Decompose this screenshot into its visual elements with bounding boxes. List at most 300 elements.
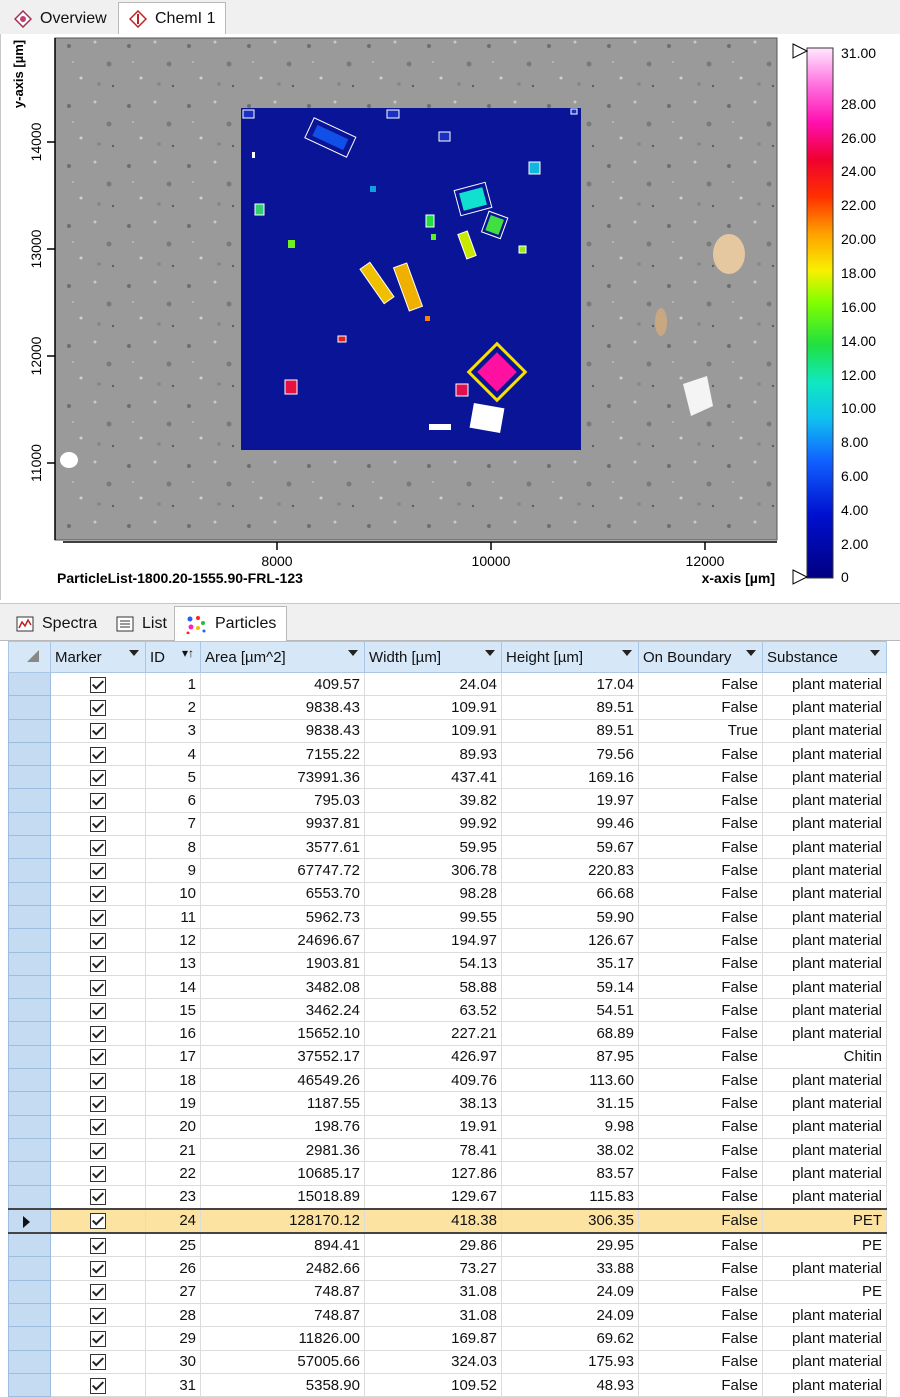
on-boundary-cell[interactable]: False	[639, 859, 763, 882]
substance-cell[interactable]: plant material	[763, 1185, 887, 1209]
id-cell[interactable]: 4	[146, 742, 201, 765]
table-row[interactable]	[9, 766, 887, 789]
area-cell[interactable]: 10685.17	[201, 1162, 365, 1185]
table-row[interactable]	[9, 1304, 887, 1327]
table-row[interactable]	[9, 1327, 887, 1350]
area-cell[interactable]: 1187.55	[201, 1092, 365, 1115]
tab-list[interactable]	[106, 608, 177, 639]
on-boundary-cell[interactable]: False	[639, 1327, 763, 1350]
marker-checkbox[interactable]	[90, 1308, 106, 1324]
marker-cell[interactable]	[51, 812, 146, 835]
width-cell[interactable]: 19.91	[365, 1115, 502, 1138]
row-header[interactable]	[9, 836, 51, 859]
substance-cell[interactable]: plant material	[763, 905, 887, 928]
height-cell[interactable]: 29.95	[502, 1233, 639, 1257]
table-row[interactable]	[9, 812, 887, 835]
substance-cell[interactable]: plant material	[763, 742, 887, 765]
width-cell[interactable]: 59.95	[365, 836, 502, 859]
table-row[interactable]	[9, 929, 887, 952]
area-cell[interactable]: 748.87	[201, 1280, 365, 1303]
height-cell[interactable]: 115.83	[502, 1185, 639, 1209]
marker-checkbox[interactable]	[90, 956, 106, 972]
width-cell[interactable]: 29.86	[365, 1233, 502, 1257]
substance-cell[interactable]: plant material	[763, 1350, 887, 1373]
row-header[interactable]	[9, 1162, 51, 1185]
substance-cell[interactable]: plant material	[763, 836, 887, 859]
area-cell[interactable]: 15652.10	[201, 1022, 365, 1045]
height-cell[interactable]: 9.98	[502, 1115, 639, 1138]
table-row[interactable]	[9, 1233, 887, 1257]
marker-checkbox[interactable]	[90, 1213, 106, 1229]
substance-cell[interactable]: plant material	[763, 1115, 887, 1138]
width-cell[interactable]: 99.92	[365, 812, 502, 835]
on-boundary-cell[interactable]: False	[639, 1304, 763, 1327]
row-header[interactable]	[9, 975, 51, 998]
row-header[interactable]	[9, 929, 51, 952]
on-boundary-cell[interactable]: False	[639, 766, 763, 789]
marker-cell[interactable]	[51, 1045, 146, 1068]
on-boundary-cell[interactable]: False	[639, 789, 763, 812]
on-boundary-cell[interactable]: False	[639, 1257, 763, 1280]
marker-checkbox[interactable]	[90, 770, 106, 786]
width-cell[interactable]: 38.13	[365, 1092, 502, 1115]
marker-cell[interactable]	[51, 789, 146, 812]
id-cell[interactable]: 8	[146, 836, 201, 859]
on-boundary-cell[interactable]: False	[639, 1185, 763, 1209]
marker-checkbox[interactable]	[90, 816, 106, 832]
id-cell[interactable]: 5	[146, 766, 201, 789]
id-cell[interactable]: 25	[146, 1233, 201, 1257]
marker-checkbox[interactable]	[90, 1143, 106, 1159]
height-cell[interactable]: 220.83	[502, 859, 639, 882]
on-boundary-cell[interactable]: False	[639, 836, 763, 859]
column-header-marker[interactable]: Marker	[51, 642, 146, 673]
width-cell[interactable]: 129.67	[365, 1185, 502, 1209]
table-row[interactable]	[9, 1045, 887, 1068]
id-cell[interactable]: 28	[146, 1304, 201, 1327]
marker-checkbox[interactable]	[90, 1049, 106, 1065]
marker-cell[interactable]	[51, 696, 146, 719]
marker-checkbox[interactable]	[90, 1284, 106, 1300]
table-row[interactable]	[9, 882, 887, 905]
on-boundary-cell[interactable]: False	[639, 742, 763, 765]
substance-cell[interactable]: PET	[763, 1209, 887, 1233]
marker-cell[interactable]	[51, 1304, 146, 1327]
width-cell[interactable]: 89.93	[365, 742, 502, 765]
on-boundary-cell[interactable]: False	[639, 1045, 763, 1068]
substance-cell[interactable]: plant material	[763, 719, 887, 742]
area-cell[interactable]: 37552.17	[201, 1045, 365, 1068]
id-cell[interactable]: 11	[146, 905, 201, 928]
filter-dropdown-icon[interactable]	[746, 650, 756, 656]
row-header[interactable]	[9, 742, 51, 765]
substance-cell[interactable]: plant material	[763, 1327, 887, 1350]
on-boundary-cell[interactable]: True	[639, 719, 763, 742]
row-header[interactable]	[9, 1069, 51, 1092]
filter-dropdown-icon[interactable]	[348, 650, 358, 656]
width-cell[interactable]: 109.91	[365, 696, 502, 719]
marker-checkbox[interactable]	[90, 1189, 106, 1205]
marker-cell[interactable]	[51, 859, 146, 882]
height-cell[interactable]: 83.57	[502, 1162, 639, 1185]
table-row[interactable]	[9, 1138, 887, 1161]
width-cell[interactable]: 409.76	[365, 1069, 502, 1092]
id-cell[interactable]: 13	[146, 952, 201, 975]
substance-cell[interactable]: PE	[763, 1280, 887, 1303]
table-row[interactable]	[9, 905, 887, 928]
row-header[interactable]	[9, 789, 51, 812]
substance-cell[interactable]: PE	[763, 1233, 887, 1257]
id-cell[interactable]: 16	[146, 1022, 201, 1045]
row-header[interactable]	[9, 1257, 51, 1280]
marker-cell[interactable]	[51, 1327, 146, 1350]
marker-checkbox[interactable]	[90, 1378, 106, 1394]
marker-cell[interactable]	[51, 882, 146, 905]
row-header[interactable]	[9, 1209, 51, 1233]
height-cell[interactable]: 89.51	[502, 719, 639, 742]
marker-checkbox[interactable]	[90, 1003, 106, 1019]
table-row[interactable]	[9, 1257, 887, 1280]
area-cell[interactable]: 6553.70	[201, 882, 365, 905]
id-cell[interactable]: 18	[146, 1069, 201, 1092]
substance-cell[interactable]: plant material	[763, 999, 887, 1022]
height-cell[interactable]: 79.56	[502, 742, 639, 765]
substance-cell[interactable]: Chitin	[763, 1045, 887, 1068]
row-header[interactable]	[9, 1022, 51, 1045]
colorbar-max-handle[interactable]	[793, 44, 807, 58]
row-header[interactable]	[9, 1327, 51, 1350]
width-cell[interactable]: 31.08	[365, 1304, 502, 1327]
height-cell[interactable]: 17.04	[502, 673, 639, 696]
row-header[interactable]	[9, 719, 51, 742]
id-cell[interactable]: 1	[146, 673, 201, 696]
substance-cell[interactable]: plant material	[763, 1162, 887, 1185]
height-cell[interactable]: 175.93	[502, 1350, 639, 1373]
width-cell[interactable]: 324.03	[365, 1350, 502, 1373]
row-header[interactable]	[9, 766, 51, 789]
substance-cell[interactable]: plant material	[763, 1092, 887, 1115]
column-header-height[interactable]: Height [µm]	[502, 642, 639, 673]
id-cell[interactable]: 12	[146, 929, 201, 952]
marker-cell[interactable]	[51, 1022, 146, 1045]
column-header-on-boundary[interactable]: On Boundary	[639, 642, 763, 673]
substance-cell[interactable]: plant material	[763, 1257, 887, 1280]
width-cell[interactable]: 24.04	[365, 673, 502, 696]
marker-cell[interactable]	[51, 975, 146, 998]
table-row[interactable]	[9, 836, 887, 859]
width-cell[interactable]: 418.38	[365, 1209, 502, 1233]
row-header[interactable]	[9, 1350, 51, 1373]
width-cell[interactable]: 227.21	[365, 1022, 502, 1045]
substance-cell[interactable]: plant material	[763, 789, 887, 812]
width-cell[interactable]: 109.52	[365, 1373, 502, 1396]
tab-overview[interactable]	[4, 4, 117, 34]
table-row[interactable]	[9, 1115, 887, 1138]
marker-cell[interactable]	[51, 1162, 146, 1185]
area-cell[interactable]: 57005.66	[201, 1350, 365, 1373]
table-row[interactable]	[9, 1280, 887, 1303]
marker-checkbox[interactable]	[90, 910, 106, 926]
marker-checkbox[interactable]	[90, 747, 106, 763]
area-cell[interactable]: 128170.12	[201, 1209, 365, 1233]
marker-checkbox[interactable]	[90, 793, 106, 809]
marker-cell[interactable]	[51, 673, 146, 696]
marker-checkbox[interactable]	[90, 700, 106, 716]
column-header-area[interactable]: Area [µm^2]	[201, 642, 365, 673]
area-cell[interactable]: 409.57	[201, 673, 365, 696]
id-cell[interactable]: 27	[146, 1280, 201, 1303]
height-cell[interactable]: 24.09	[502, 1280, 639, 1303]
on-boundary-cell[interactable]: False	[639, 1115, 763, 1138]
row-header[interactable]	[9, 1138, 51, 1161]
row-header[interactable]	[9, 1373, 51, 1396]
id-cell[interactable]: 3	[146, 719, 201, 742]
on-boundary-cell[interactable]: False	[639, 1069, 763, 1092]
area-cell[interactable]: 2981.36	[201, 1138, 365, 1161]
area-cell[interactable]: 748.87	[201, 1304, 365, 1327]
area-cell[interactable]: 9937.81	[201, 812, 365, 835]
substance-cell[interactable]: plant material	[763, 673, 887, 696]
row-header[interactable]	[9, 1185, 51, 1209]
filter-dropdown-icon[interactable]	[622, 650, 632, 656]
row-header[interactable]	[9, 1280, 51, 1303]
width-cell[interactable]: 109.91	[365, 719, 502, 742]
filter-dropdown-icon[interactable]	[870, 650, 880, 656]
width-cell[interactable]: 98.28	[365, 882, 502, 905]
height-cell[interactable]: 113.60	[502, 1069, 639, 1092]
substance-cell[interactable]: plant material	[763, 812, 887, 835]
substance-cell[interactable]: plant material	[763, 766, 887, 789]
row-header[interactable]	[9, 673, 51, 696]
width-cell[interactable]: 58.88	[365, 975, 502, 998]
table-row[interactable]	[9, 673, 887, 696]
row-header[interactable]	[9, 859, 51, 882]
id-cell[interactable]: 17	[146, 1045, 201, 1068]
height-cell[interactable]: 48.93	[502, 1373, 639, 1396]
row-header[interactable]	[9, 1045, 51, 1068]
marker-checkbox[interactable]	[90, 1119, 106, 1135]
marker-checkbox[interactable]	[90, 1073, 106, 1089]
height-cell[interactable]: 89.51	[502, 696, 639, 719]
table-row[interactable]	[9, 975, 887, 998]
width-cell[interactable]: 78.41	[365, 1138, 502, 1161]
substance-cell[interactable]: plant material	[763, 1304, 887, 1327]
table-row[interactable]	[9, 859, 887, 882]
marker-cell[interactable]	[51, 742, 146, 765]
on-boundary-cell[interactable]: False	[639, 1209, 763, 1233]
area-cell[interactable]: 198.76	[201, 1115, 365, 1138]
table-row[interactable]	[9, 1162, 887, 1185]
id-cell[interactable]: 14	[146, 975, 201, 998]
area-cell[interactable]: 24696.67	[201, 929, 365, 952]
marker-cell[interactable]	[51, 1092, 146, 1115]
marker-checkbox[interactable]	[90, 1166, 106, 1182]
marker-cell[interactable]	[51, 1257, 146, 1280]
height-cell[interactable]: 54.51	[502, 999, 639, 1022]
marker-checkbox[interactable]	[90, 840, 106, 856]
substance-cell[interactable]: plant material	[763, 1373, 887, 1396]
table-row[interactable]	[9, 1373, 887, 1396]
area-cell[interactable]: 2482.66	[201, 1257, 365, 1280]
id-cell[interactable]: 9	[146, 859, 201, 882]
height-cell[interactable]: 69.62	[502, 1327, 639, 1350]
id-cell[interactable]: 22	[146, 1162, 201, 1185]
table-row[interactable]	[9, 789, 887, 812]
on-boundary-cell[interactable]: False	[639, 905, 763, 928]
area-cell[interactable]: 67747.72	[201, 859, 365, 882]
table-row[interactable]	[9, 1209, 887, 1233]
marker-cell[interactable]	[51, 1138, 146, 1161]
filter-dropdown-icon[interactable]	[129, 650, 139, 656]
row-header[interactable]	[9, 1115, 51, 1138]
on-boundary-cell[interactable]: False	[639, 1350, 763, 1373]
marker-checkbox[interactable]	[90, 886, 106, 902]
on-boundary-cell[interactable]: False	[639, 929, 763, 952]
height-cell[interactable]: 31.15	[502, 1092, 639, 1115]
marker-cell[interactable]	[51, 1350, 146, 1373]
substance-cell[interactable]: plant material	[763, 859, 887, 882]
on-boundary-cell[interactable]: False	[639, 1280, 763, 1303]
marker-cell[interactable]	[51, 952, 146, 975]
width-cell[interactable]: 73.27	[365, 1257, 502, 1280]
marker-cell[interactable]	[51, 1280, 146, 1303]
tab-spectra[interactable]	[6, 608, 107, 639]
marker-cell[interactable]	[51, 1115, 146, 1138]
id-cell[interactable]: 7	[146, 812, 201, 835]
id-cell[interactable]: 26	[146, 1257, 201, 1280]
table-row[interactable]	[9, 999, 887, 1022]
table-row[interactable]	[9, 742, 887, 765]
marker-cell[interactable]	[51, 766, 146, 789]
id-cell[interactable]: 31	[146, 1373, 201, 1396]
marker-cell[interactable]	[51, 905, 146, 928]
marker-cell[interactable]	[51, 1069, 146, 1092]
height-cell[interactable]: 99.46	[502, 812, 639, 835]
area-cell[interactable]: 894.41	[201, 1233, 365, 1257]
row-header[interactable]	[9, 882, 51, 905]
area-cell[interactable]: 73991.36	[201, 766, 365, 789]
row-header[interactable]	[9, 905, 51, 928]
id-cell[interactable]: 21	[146, 1138, 201, 1161]
area-cell[interactable]: 1903.81	[201, 952, 365, 975]
width-cell[interactable]: 54.13	[365, 952, 502, 975]
id-cell[interactable]: 30	[146, 1350, 201, 1373]
marker-cell[interactable]	[51, 1185, 146, 1209]
table-row[interactable]	[9, 952, 887, 975]
substance-cell[interactable]: plant material	[763, 1022, 887, 1045]
height-cell[interactable]: 87.95	[502, 1045, 639, 1068]
table-row[interactable]	[9, 1350, 887, 1373]
row-header[interactable]	[9, 1092, 51, 1115]
width-cell[interactable]: 31.08	[365, 1280, 502, 1303]
marker-cell[interactable]	[51, 929, 146, 952]
on-boundary-cell[interactable]: False	[639, 1022, 763, 1045]
table-row[interactable]	[9, 696, 887, 719]
on-boundary-cell[interactable]: False	[639, 1162, 763, 1185]
table-row[interactable]	[9, 1092, 887, 1115]
substance-cell[interactable]: plant material	[763, 952, 887, 975]
on-boundary-cell[interactable]: False	[639, 812, 763, 835]
height-cell[interactable]: 68.89	[502, 1022, 639, 1045]
marker-cell[interactable]	[51, 1233, 146, 1257]
on-boundary-cell[interactable]: False	[639, 882, 763, 905]
table-row[interactable]	[9, 1069, 887, 1092]
width-cell[interactable]: 63.52	[365, 999, 502, 1022]
area-cell[interactable]: 5358.90	[201, 1373, 365, 1396]
row-header[interactable]	[9, 696, 51, 719]
column-header-width[interactable]: Width [µm]	[365, 642, 502, 673]
height-cell[interactable]: 66.68	[502, 882, 639, 905]
height-cell[interactable]: 38.02	[502, 1138, 639, 1161]
substance-cell[interactable]: plant material	[763, 929, 887, 952]
substance-cell[interactable]: plant material	[763, 696, 887, 719]
row-header[interactable]	[9, 1233, 51, 1257]
row-header[interactable]	[9, 999, 51, 1022]
height-cell[interactable]: 59.14	[502, 975, 639, 998]
column-header-substance[interactable]: Substance	[763, 642, 887, 673]
row-header[interactable]	[9, 952, 51, 975]
width-cell[interactable]: 426.97	[365, 1045, 502, 1068]
width-cell[interactable]: 194.97	[365, 929, 502, 952]
id-cell[interactable]: 19	[146, 1092, 201, 1115]
row-header[interactable]	[9, 1304, 51, 1327]
on-boundary-cell[interactable]: False	[639, 952, 763, 975]
width-cell[interactable]: 306.78	[365, 859, 502, 882]
colorbar-min-handle[interactable]	[793, 570, 807, 584]
height-cell[interactable]: 126.67	[502, 929, 639, 952]
area-cell[interactable]: 9838.43	[201, 719, 365, 742]
area-cell[interactable]: 15018.89	[201, 1185, 365, 1209]
table-row[interactable]	[9, 719, 887, 742]
row-header[interactable]	[9, 812, 51, 835]
on-boundary-cell[interactable]: False	[639, 999, 763, 1022]
height-cell[interactable]: 35.17	[502, 952, 639, 975]
id-cell[interactable]: 10	[146, 882, 201, 905]
table-row[interactable]	[9, 1185, 887, 1209]
filter-dropdown-icon[interactable]	[485, 650, 495, 656]
area-cell[interactable]: 5962.73	[201, 905, 365, 928]
width-cell[interactable]: 99.55	[365, 905, 502, 928]
area-cell[interactable]: 3462.24	[201, 999, 365, 1022]
id-cell[interactable]: 20	[146, 1115, 201, 1138]
id-cell[interactable]: 2	[146, 696, 201, 719]
substance-cell[interactable]: plant material	[763, 1138, 887, 1161]
column-header-id[interactable]: ID ▾↑	[146, 642, 201, 673]
area-cell[interactable]: 3482.08	[201, 975, 365, 998]
marker-cell[interactable]	[51, 719, 146, 742]
area-cell[interactable]: 11826.00	[201, 1327, 365, 1350]
tab-chemi-1[interactable]	[118, 2, 226, 35]
id-cell[interactable]: 15	[146, 999, 201, 1022]
on-boundary-cell[interactable]: False	[639, 1233, 763, 1257]
marker-cell[interactable]	[51, 1373, 146, 1396]
table-row[interactable]	[9, 1022, 887, 1045]
marker-checkbox[interactable]	[90, 863, 106, 879]
area-cell[interactable]: 9838.43	[201, 696, 365, 719]
id-cell[interactable]: 6	[146, 789, 201, 812]
marker-checkbox[interactable]	[90, 677, 106, 693]
substance-cell[interactable]: plant material	[763, 975, 887, 998]
height-cell[interactable]: 33.88	[502, 1257, 639, 1280]
marker-checkbox[interactable]	[90, 1238, 106, 1254]
on-boundary-cell[interactable]: False	[639, 673, 763, 696]
area-cell[interactable]: 3577.61	[201, 836, 365, 859]
on-boundary-cell[interactable]: False	[639, 1092, 763, 1115]
height-cell[interactable]: 306.35	[502, 1209, 639, 1233]
area-cell[interactable]: 7155.22	[201, 742, 365, 765]
width-cell[interactable]: 39.82	[365, 789, 502, 812]
marker-checkbox[interactable]	[90, 1331, 106, 1347]
